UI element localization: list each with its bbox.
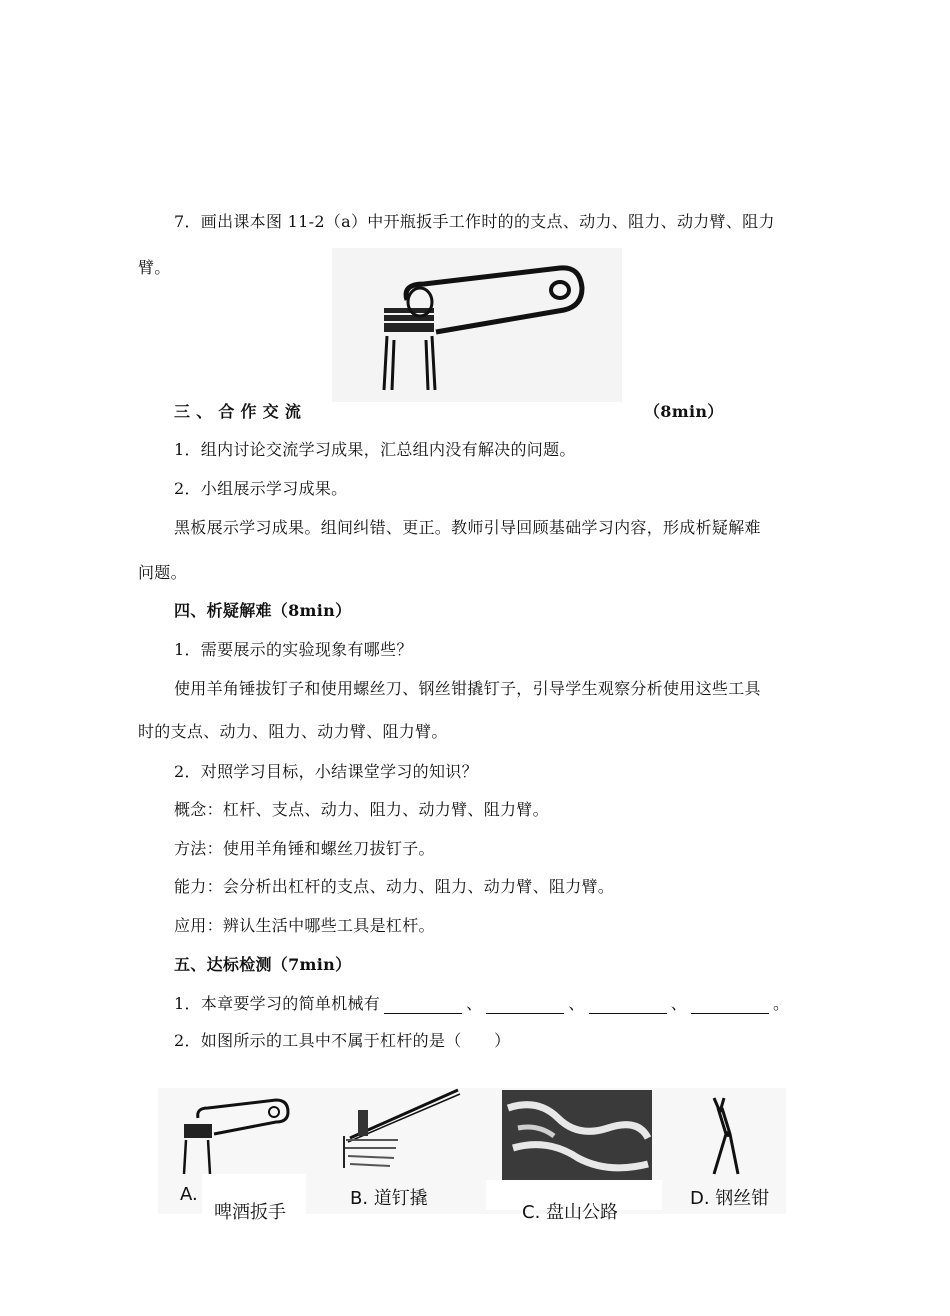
q1-sep-3: 、 xyxy=(670,994,688,1013)
answer-blank-2[interactable] xyxy=(486,999,564,1014)
ability-line: 能力：会分析出杠杆的支点、动力、阻力、动力臂、阻力臂。 xyxy=(174,877,615,896)
sec4-item-2: 2．对照学习目标，小结课堂学习的知识？ xyxy=(174,762,478,781)
q7-line1: 7．画出课本图 11-2（a）中开瓶扳手工作时的的支点、动力、阻力、动力臂、阻力 xyxy=(174,212,775,231)
options-figure-strip xyxy=(158,1088,786,1223)
answer-blank-3[interactable] xyxy=(589,999,667,1014)
sec3-paragraph-line1: 黑板展示学习成果。组间纠错、更正。教师引导回顾基础学习内容，形成析疑解难 xyxy=(174,518,761,537)
sec3-paragraph-line2: 问题。 xyxy=(138,563,187,582)
beer-opener-image xyxy=(184,1100,288,1174)
spike-puller-image xyxy=(344,1090,460,1168)
sec5-question-2: 2．如图所示的工具中不属于杠杆的是（ ） xyxy=(174,1031,511,1050)
option-a-letter: A. xyxy=(180,1184,198,1205)
option-d-label: D. 钢丝钳 xyxy=(690,1188,770,1209)
concept-line: 概念：杠杆、支点、动力、阻力、动力臂、阻力臂。 xyxy=(174,800,549,819)
section-4-title: 四、析疑解难（8min） xyxy=(174,601,352,620)
answer-blank-4[interactable] xyxy=(691,999,769,1014)
bottle-opener-figure xyxy=(332,248,622,402)
q1-sep-2: 、 xyxy=(568,994,585,1013)
q1-prefix: 1．本章要学习的简单机械有 xyxy=(174,994,381,1013)
answer-blank-1[interactable] xyxy=(384,999,462,1014)
q7-line2: 臂。 xyxy=(138,258,171,277)
option-c-label: C. 盘山公路 xyxy=(522,1202,619,1223)
sec5-question-1 xyxy=(174,994,789,1014)
option-a-label: 啤酒扳手 xyxy=(214,1202,286,1223)
method-line: 方法：使用羊角锤和螺丝刀拔钉子。 xyxy=(174,839,435,858)
apply-line: 应用：辨认生活中哪些工具是杠杆。 xyxy=(174,916,435,935)
section-5-title: 五、达标检测（7min） xyxy=(174,955,352,974)
pliers-image xyxy=(714,1098,738,1174)
sec4-item-1: 1．需要展示的实验现象有哪些？ xyxy=(174,640,413,659)
sec3-item-2: 2．小组展示学习成果。 xyxy=(174,479,348,498)
sec4-paragraph-line1: 使用羊角锤拔钉子和使用螺丝刀、钢丝钳撬钉子，引导学生观察分析使用这些工具 xyxy=(174,679,761,698)
q1-end: 。 xyxy=(773,994,790,1013)
sec4-paragraph-line2: 时的支点、动力、阻力、动力臂、阻力臂。 xyxy=(138,722,448,741)
section-3-title: 三 、 合 作 交 流 xyxy=(174,402,302,421)
sec3-item-1: 1．组内讨论交流学习成果，汇总组内没有解决的问题。 xyxy=(174,440,576,459)
option-b-label: B. 道钉撬 xyxy=(350,1188,428,1209)
q1-sep-1: 、 xyxy=(466,994,483,1013)
section-3-time: （8min） xyxy=(644,402,724,421)
